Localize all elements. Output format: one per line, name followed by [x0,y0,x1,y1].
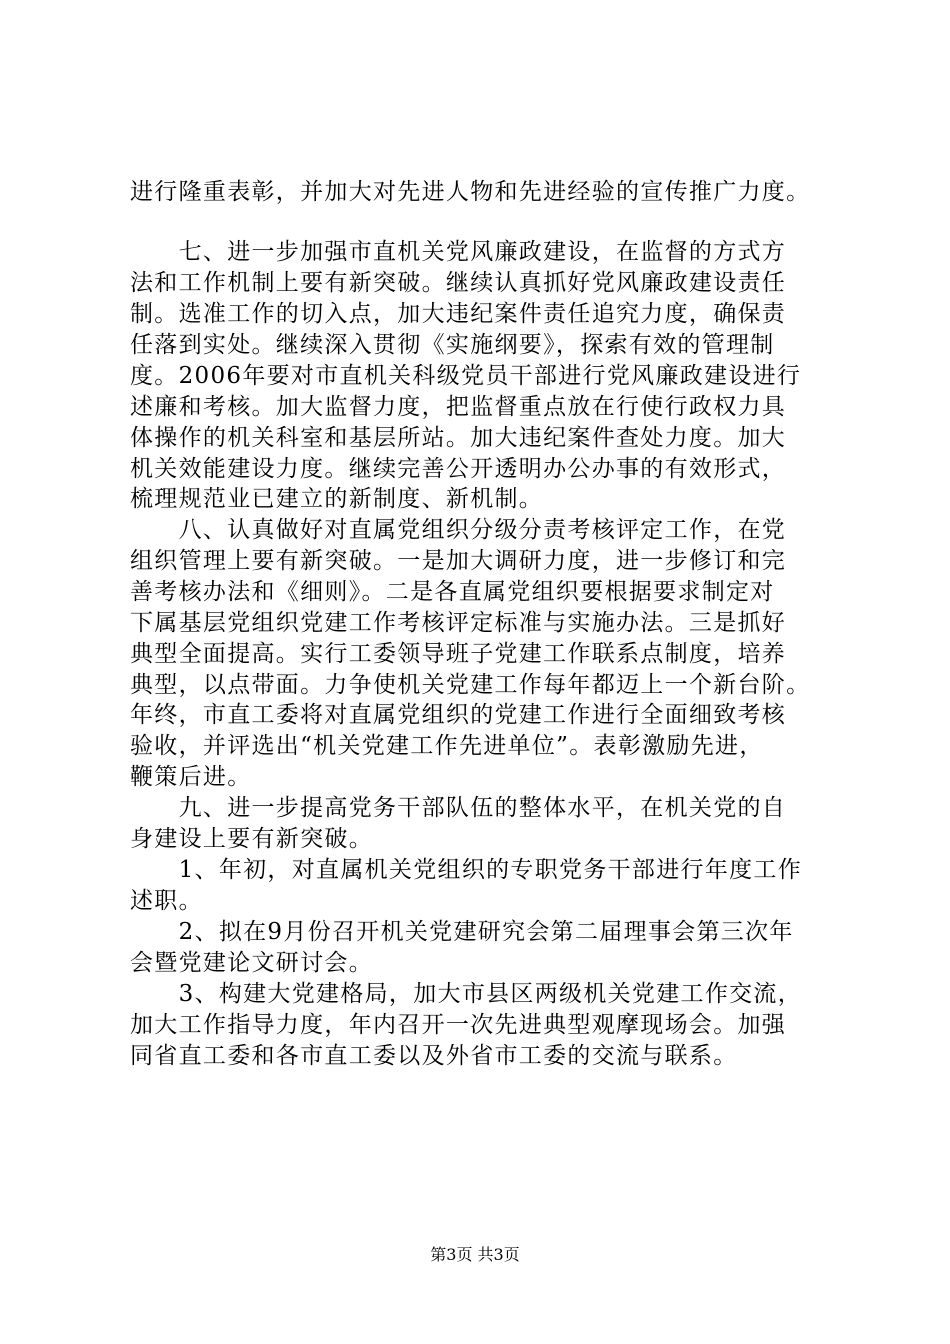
text-line: 同省直工委和各市直工委以及外省市工委的交流与联系。 [130,1043,738,1069]
text-line: 法和工作机制上要有新突破。继续认真抓好党风廉政建设责任 [130,270,787,296]
text-line: 下属基层党组织党建工作考核评定标准与实施办法。三是抓好 [130,610,787,636]
text-line: 八、认真做好对直属党组织分级分责考核评定工作，在党 [130,517,787,543]
text-line: 鞭策后进。 [130,764,252,790]
text-line: 验收，并评选出“机关党建工作先进单位”。表彰激励先进， [130,733,764,759]
text-line: 2、拟在9月份召开机关党建研究会第二届理事会第三次年 [130,919,794,945]
text-line: 机关效能建设力度。继续完善公开透明办公办事的有效形式， [130,456,787,482]
page-number-footer: 第3页 共3页 [430,1245,520,1264]
text-line: 七、进一步加强市直机关党风廉政建设，在监督的方式方 [130,239,787,265]
text-line: 度。2006年要对市直机关科级党员干部进行党风廉政建设进行 [130,363,802,389]
text-line: 典型，以点带面。力争使机关党建工作每年都迈上一个新台阶。 [130,672,811,698]
text-line: 任落到实处。继续深入贯彻《实施纲要》，探索有效的管理制 [130,332,775,358]
text-line: 梳理规范业已建立的新制度、新机制。 [130,486,544,512]
text-line: 述职。 [130,888,203,914]
text-line: 九、进一步提高党务干部队伍的整体水平，在机关党的自 [130,795,787,821]
text-line: 制。选准工作的切入点，加大违纪案件责任追究力度，确保责 [130,301,787,327]
text-line: 体操作的机关科室和基层所站。加大违纪案件查处力度。加大 [130,425,787,451]
text-line: 身建设上要有新突破。 [130,826,373,852]
text-line: 进行隆重表彰，并加大对先进人物和先进经验的宣传推广力度。 [130,179,811,205]
text-line: 年终，市直工委将对直属党组织的党建工作进行全面细致考核 [130,702,787,728]
text-line: 善考核办法和《细则》。二是各直属党组织要根据要求制定对 [130,579,775,605]
text-line: 会暨党建论文研讨会。 [130,950,373,976]
text-line: 述廉和考核。加大监督力度，把监督重点放在行使行政权力具 [130,394,787,420]
text-line: 1、年初，对直属机关党组织的专职党务干部进行年度工作 [130,857,803,883]
text-line: 加大工作指导力度，年内召开一次先进典型观摩现场会。加强 [130,1012,787,1038]
text-line: 典型全面提高。实行工委领导班子党建工作联系点制度，培养 [130,641,787,667]
text-line: 3、构建大党建格局，加大市县区两级机关党建工作交流， [130,981,803,1007]
text-line: 组织管理上要有新突破。一是加大调研力度，进一步修订和完 [130,548,787,574]
